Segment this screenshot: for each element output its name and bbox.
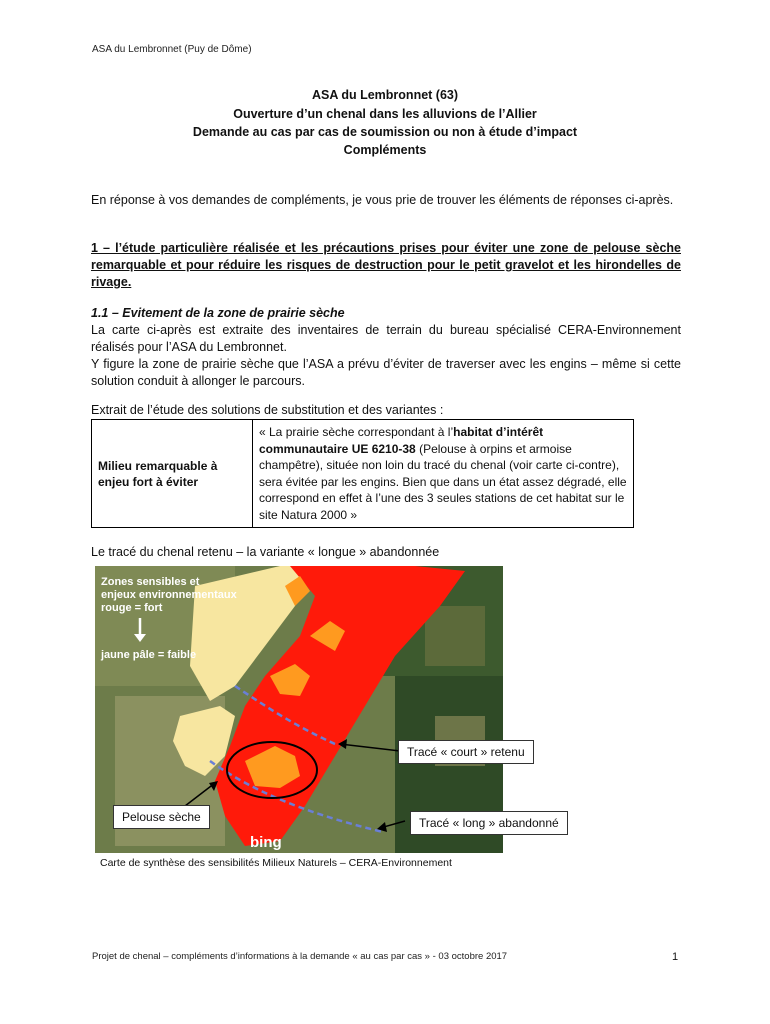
map-caption-top: Le tracé du chenal retenu – la variante « longue » abandonnée xyxy=(91,545,440,559)
extract-intro: Extrait de l’étude des solutions de substitution et des variantes : xyxy=(91,403,444,417)
quote-table-text xyxy=(253,420,634,528)
section-1-heading: 1 – l’étude particulière réalisée et les précautions prises pour éviter une zone de pelouse sèche remarquable et pour réduire les risques de destruction pour le petit gravelot et les hirondelles de rivage. xyxy=(91,241,681,289)
doc-title-line-4: Compléments xyxy=(343,143,427,157)
map-caption-bottom: Carte de synthèse des sensibilités Milieux Naturels – CERA-Environnement xyxy=(100,857,452,869)
callout-pelouse-seche: Pelouse sèche xyxy=(113,805,210,829)
doc-title-line-2: Ouverture d’un chenal dans les alluvions de l’Allier xyxy=(233,107,537,121)
subsection-1-1-heading: 1.1 – Evitement de la zone de prairie sèche xyxy=(91,306,345,320)
intro-paragraph: En réponse à vos demandes de compléments, je vous prie de trouver les éléments de réponses ci-après. xyxy=(91,193,674,207)
doc-title-line-3: Demande au cas par cas de soumission ou non à étude d’impact xyxy=(192,125,578,139)
paragraph-map-source: La carte ci-après est extraite des inventaires de terrain du bureau spécialisé CERA-Environnement réalisés pour l’ASA du Lembronnet. xyxy=(91,323,681,354)
callout-trace-court: Tracé « court » retenu xyxy=(398,740,534,764)
page-footer: Projet de chenal – compléments d’informations à la demande « au cas par cas » - 03 octobre 2017 xyxy=(92,951,508,962)
sensitivity-map xyxy=(95,566,559,853)
legend-line-4: jaune pâle = faible xyxy=(101,649,197,661)
quote-table xyxy=(91,419,634,528)
page-number: 1 xyxy=(672,951,679,963)
paragraph-avoidance: Y figure la zone de prairie sèche que l’ASA a prévu d’éviter de traverser avec les engins – même si cette solution conduit à allonger le parcours. xyxy=(91,357,681,388)
page-header: ASA du Lembronnet (Puy de Dôme) xyxy=(92,44,252,55)
legend-line-1: Zones sensibles et xyxy=(101,576,200,588)
quote-text-open: « La prairie sèche correspondant à l’ xyxy=(259,425,454,439)
doc-title-line-1: ASA du Lembronnet (63) xyxy=(311,88,459,102)
quote-table-label: Milieu remarquable à enjeu fort à éviter xyxy=(92,420,253,528)
legend-line-3: rouge = fort xyxy=(101,602,163,614)
quote-text-rest: (Pelouse à orpins et armoise champêtre), située non loin du tracé du chenal (voir carte ci-contre), sera évitée par les engins. Bien que dans un état assez dégradé, elle correspond en effet à l’une des 3 seules stations de cet habitat sur le site Natura 2000 » xyxy=(259,441,627,522)
legend-line-2: enjeux environnementaux xyxy=(101,589,237,601)
clearing-area xyxy=(425,606,485,666)
bing-logo: bing xyxy=(250,834,282,851)
callout-trace-long: Tracé « long » abandonné xyxy=(410,811,568,835)
quote-text-bold: habitat d’intérêt communautaire UE 6210-38 xyxy=(259,425,544,456)
